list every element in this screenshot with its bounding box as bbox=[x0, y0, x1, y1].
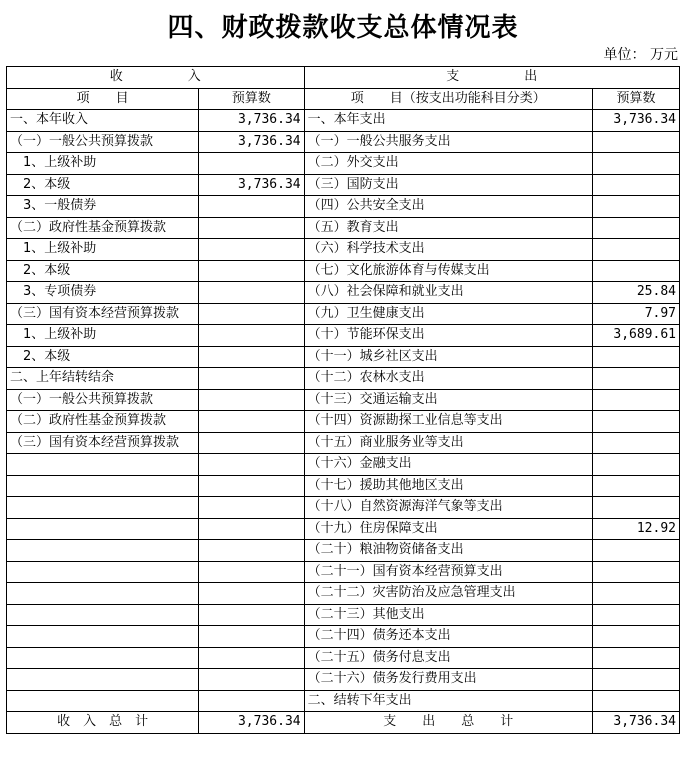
expense-value-cell bbox=[593, 239, 680, 261]
expense-value-cell bbox=[593, 561, 680, 583]
expense-value-cell: 25.84 bbox=[593, 282, 680, 304]
table-row bbox=[7, 583, 680, 605]
income-value-cell bbox=[199, 690, 304, 712]
income-item-cell: （二）政府性基金预算拨款 bbox=[7, 217, 199, 239]
expense-item-cell: （二十六）债务发行费用支出 bbox=[304, 669, 592, 691]
expense-item-cell: （十三）交通运输支出 bbox=[304, 389, 592, 411]
expense-group-header: 支 出 bbox=[304, 67, 679, 89]
expense-item-cell: （二十一）国有资本经营预算支出 bbox=[304, 561, 592, 583]
income-value-cell bbox=[199, 303, 304, 325]
expense-value-cell bbox=[593, 153, 680, 175]
expense-item-cell: （四）公共安全支出 bbox=[304, 196, 592, 218]
expense-value-cell bbox=[593, 454, 680, 476]
table-row bbox=[7, 432, 680, 454]
income-item-cell bbox=[7, 669, 199, 691]
expense-item-cell: （二十五）债务付息支出 bbox=[304, 647, 592, 669]
expense-item-cell: （二十二）灾害防治及应急管理支出 bbox=[304, 583, 592, 605]
income-item-cell bbox=[7, 604, 199, 626]
expense-item-cell: （十七）援助其他地区支出 bbox=[304, 475, 592, 497]
income-value-cell bbox=[199, 196, 304, 218]
income-item-cell: 1、上级补助 bbox=[7, 153, 199, 175]
income-value-cell bbox=[199, 561, 304, 583]
income-budget-header: 预算数 bbox=[199, 88, 304, 110]
unit-label: 单位： 万元 bbox=[603, 47, 678, 63]
income-value-cell bbox=[199, 583, 304, 605]
table-row bbox=[7, 174, 680, 196]
table-row bbox=[7, 497, 680, 519]
income-value-cell bbox=[199, 518, 304, 540]
income-value-cell bbox=[199, 389, 304, 411]
income-value-cell bbox=[199, 239, 304, 261]
column-header-row bbox=[7, 88, 680, 110]
table-row bbox=[7, 325, 680, 347]
expense-value-cell bbox=[593, 604, 680, 626]
income-item-cell: 1、上级补助 bbox=[7, 239, 199, 261]
expense-value-cell bbox=[593, 583, 680, 605]
income-value-cell bbox=[199, 325, 304, 347]
expense-value-cell bbox=[593, 690, 680, 712]
expense-item-cell: （二十）粮油物资储备支出 bbox=[304, 540, 592, 562]
expense-item-cell: （十四）资源勘探工业信息等支出 bbox=[304, 411, 592, 433]
income-item-cell: 二、上年结转结余 bbox=[7, 368, 199, 390]
table-row bbox=[7, 669, 680, 691]
income-value-cell bbox=[199, 497, 304, 519]
expense-item-cell: （十六）金融支出 bbox=[304, 454, 592, 476]
income-item-cell bbox=[7, 626, 199, 648]
income-value-cell: 3,736.34 bbox=[199, 110, 304, 132]
expense-total-value: 3,736.34 bbox=[593, 712, 680, 734]
income-item-cell bbox=[7, 497, 199, 519]
income-item-cell: 2、本级 bbox=[7, 346, 199, 368]
income-item-cell: 2、本级 bbox=[7, 174, 199, 196]
expense-total-label: 支 出 总 计 bbox=[304, 712, 592, 734]
expense-value-cell bbox=[593, 346, 680, 368]
income-item-header: 项 目 bbox=[7, 88, 199, 110]
expense-item-cell: 一、本年支出 bbox=[304, 110, 592, 132]
table-row bbox=[7, 153, 680, 175]
income-value-cell bbox=[199, 647, 304, 669]
income-item-cell: 3、一般债券 bbox=[7, 196, 199, 218]
income-item-cell: （三）国有资本经营预算拨款 bbox=[7, 303, 199, 325]
income-value-cell bbox=[199, 411, 304, 433]
table-row bbox=[7, 131, 680, 153]
income-value-cell: 3,736.34 bbox=[199, 131, 304, 153]
expense-value-cell bbox=[593, 475, 680, 497]
group-header-row bbox=[7, 67, 680, 89]
expense-item-header: 项 目（按支出功能科目分类） bbox=[304, 88, 592, 110]
expense-value-cell bbox=[593, 174, 680, 196]
expense-value-cell bbox=[593, 131, 680, 153]
table-row bbox=[7, 454, 680, 476]
income-item-cell bbox=[7, 690, 199, 712]
table-row bbox=[7, 303, 680, 325]
expense-value-cell bbox=[593, 196, 680, 218]
income-item-cell bbox=[7, 518, 199, 540]
income-item-cell: 1、上级补助 bbox=[7, 325, 199, 347]
income-item-cell bbox=[7, 583, 199, 605]
income-item-cell: （一）一般公共预算拨款 bbox=[7, 389, 199, 411]
income-value-cell bbox=[199, 153, 304, 175]
income-item-cell bbox=[7, 475, 199, 497]
income-item-cell: （一）一般公共预算拨款 bbox=[7, 131, 199, 153]
table-row bbox=[7, 389, 680, 411]
income-value-cell bbox=[199, 432, 304, 454]
table-row bbox=[7, 604, 680, 626]
table-row bbox=[7, 540, 680, 562]
expense-item-cell: （一）一般公共服务支出 bbox=[304, 131, 592, 153]
expense-budget-header: 预算数 bbox=[593, 88, 680, 110]
expense-value-cell: 3,736.34 bbox=[593, 110, 680, 132]
expense-value-cell bbox=[593, 432, 680, 454]
table-row bbox=[7, 411, 680, 433]
income-item-cell: 3、专项债券 bbox=[7, 282, 199, 304]
table-row bbox=[7, 282, 680, 304]
income-value-cell bbox=[199, 454, 304, 476]
table-row bbox=[7, 690, 680, 712]
table-row bbox=[7, 368, 680, 390]
income-item-cell bbox=[7, 454, 199, 476]
table-body bbox=[7, 67, 680, 734]
expense-item-cell: （十一）城乡社区支出 bbox=[304, 346, 592, 368]
expense-item-cell: （十五）商业服务业等支出 bbox=[304, 432, 592, 454]
expense-item-cell: （九）卫生健康支出 bbox=[304, 303, 592, 325]
expense-item-cell: （二十四）债务还本支出 bbox=[304, 626, 592, 648]
table-row bbox=[7, 196, 680, 218]
expense-item-cell: （七）文化旅游体育与传媒支出 bbox=[304, 260, 592, 282]
table-row bbox=[7, 626, 680, 648]
income-group-header: 收 入 bbox=[7, 67, 305, 89]
income-item-cell: （三）国有资本经营预算拨款 bbox=[7, 432, 199, 454]
income-value-cell bbox=[199, 626, 304, 648]
page-title: 四、财政拨款收支总体情况表 bbox=[167, 13, 519, 43]
expense-item-cell: （二十三）其他支出 bbox=[304, 604, 592, 626]
expense-item-cell: （八）社会保障和就业支出 bbox=[304, 282, 592, 304]
table-row bbox=[7, 217, 680, 239]
budget-table bbox=[6, 66, 680, 734]
expense-item-cell: （十）节能环保支出 bbox=[304, 325, 592, 347]
expense-item-cell: 二、结转下年支出 bbox=[304, 690, 592, 712]
table-row bbox=[7, 518, 680, 540]
totals-row bbox=[7, 712, 680, 734]
income-item-cell: 2、本级 bbox=[7, 260, 199, 282]
expense-item-cell: （二）外交支出 bbox=[304, 153, 592, 175]
income-value-cell bbox=[199, 669, 304, 691]
expense-value-cell bbox=[593, 411, 680, 433]
expense-value-cell: 7.97 bbox=[593, 303, 680, 325]
table-row bbox=[7, 239, 680, 261]
expense-item-cell: （十二）农林水支出 bbox=[304, 368, 592, 390]
income-value-cell bbox=[199, 217, 304, 239]
expense-value-cell bbox=[593, 260, 680, 282]
expense-value-cell bbox=[593, 669, 680, 691]
expense-item-cell: （六）科学技术支出 bbox=[304, 239, 592, 261]
expense-value-cell: 12.92 bbox=[593, 518, 680, 540]
expense-item-cell: （十九）住房保障支出 bbox=[304, 518, 592, 540]
expense-item-cell: （五）教育支出 bbox=[304, 217, 592, 239]
income-value-cell bbox=[199, 540, 304, 562]
income-value-cell bbox=[199, 260, 304, 282]
table-row bbox=[7, 475, 680, 497]
expense-value-cell: 3,689.61 bbox=[593, 325, 680, 347]
expense-value-cell bbox=[593, 647, 680, 669]
expense-value-cell bbox=[593, 626, 680, 648]
income-item-cell bbox=[7, 540, 199, 562]
income-item-cell: （二）政府性基金预算拨款 bbox=[7, 411, 199, 433]
expense-value-cell bbox=[593, 540, 680, 562]
expense-value-cell bbox=[593, 389, 680, 411]
income-value-cell bbox=[199, 475, 304, 497]
income-value-cell bbox=[199, 368, 304, 390]
expense-item-cell: （十八）自然资源海洋气象等支出 bbox=[304, 497, 592, 519]
table-row bbox=[7, 647, 680, 669]
expense-value-cell bbox=[593, 217, 680, 239]
income-value-cell: 3,736.34 bbox=[199, 174, 304, 196]
income-item-cell: 一、本年收入 bbox=[7, 110, 199, 132]
income-item-cell bbox=[7, 561, 199, 583]
table-row bbox=[7, 346, 680, 368]
expense-value-cell bbox=[593, 497, 680, 519]
income-value-cell bbox=[199, 282, 304, 304]
income-total-label: 收 入 总 计 bbox=[7, 712, 199, 734]
table-row bbox=[7, 260, 680, 282]
table-row bbox=[7, 110, 680, 132]
expense-item-cell: （三）国防支出 bbox=[304, 174, 592, 196]
income-value-cell bbox=[199, 604, 304, 626]
expense-value-cell bbox=[593, 368, 680, 390]
table-row bbox=[7, 561, 680, 583]
income-value-cell bbox=[199, 346, 304, 368]
income-item-cell bbox=[7, 647, 199, 669]
income-total-value: 3,736.34 bbox=[199, 712, 304, 734]
